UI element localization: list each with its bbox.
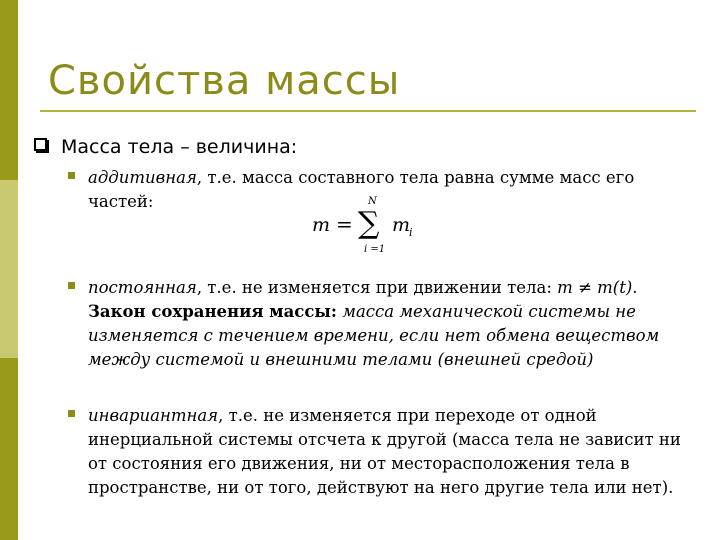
sidebar-block-top: [0, 0, 18, 180]
bullet-level1: [34, 136, 297, 158]
slide-title: Свойства массы: [48, 58, 401, 104]
law-label: Закон сохранения массы:: [88, 302, 338, 321]
bullet-icon: [68, 172, 75, 179]
square-bullet-icon: [34, 138, 47, 151]
formula-subscript: i: [409, 226, 413, 239]
sum-lower-limit: i =1: [364, 244, 386, 255]
constant-description: , т.е. не изменяется при движении тела:: [196, 278, 558, 297]
term-constant: постоянная: [88, 278, 197, 297]
formula-equals: =: [336, 212, 353, 236]
formula-term: m: [392, 214, 411, 236]
law-text: масса механической системы не изменяется с течением времени, если нет обмена веществом между системой и внешними телами (внешней средой): [88, 302, 660, 369]
decorative-sidebar: [0, 0, 18, 540]
term-invariant: инвариантная: [88, 406, 219, 425]
term-additive: аддитивная: [88, 168, 197, 187]
sentence-end: .: [632, 278, 638, 297]
additive-description: , т.е. масса составного тела равна сумме масс его частей:: [88, 168, 635, 211]
sum-upper-limit: N: [368, 196, 377, 207]
list-item-invariant: [72, 404, 684, 500]
sum-formula: [312, 198, 432, 260]
inline-formula: m ≠ m(t): [557, 278, 633, 297]
sidebar-block-middle: [0, 180, 18, 358]
title-underline: [40, 110, 696, 112]
formula-lhs: m: [312, 214, 331, 236]
invariant-description: , т.е. не изменяется при переходе от одной инерциальной системы отсчета к другой (масса тела не зависит ни от состояния его движения, ни от месторасположения тела в пространстве, ни от того, действуют на него другие тела или нет).: [88, 406, 681, 497]
bullet-icon: [68, 410, 75, 417]
bullet-level1-text: Масса тела – величина:: [61, 136, 298, 158]
sidebar-block-bottom: [0, 358, 18, 540]
list-item-constant: [72, 276, 684, 372]
bullet-icon: [68, 282, 75, 289]
sigma-symbol: ∑: [358, 206, 380, 241]
